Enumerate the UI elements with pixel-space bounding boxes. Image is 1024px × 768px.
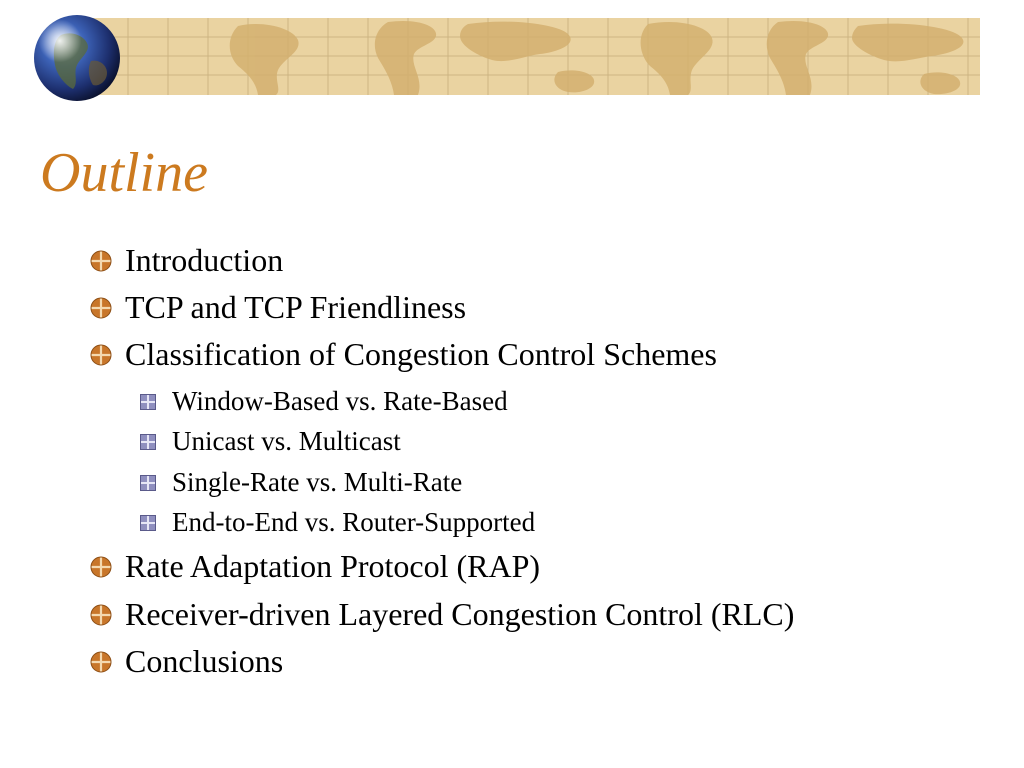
- outline-item-label: Rate Adaptation Protocol (RAP): [125, 548, 541, 584]
- outline-item: [90, 242, 283, 279]
- outline-item: [90, 596, 794, 633]
- outline-item: [90, 336, 717, 373]
- orb-bullet-icon: [90, 297, 112, 319]
- outline-subitem: [140, 467, 462, 498]
- outline-subitem-label: Window-Based vs. Rate-Based: [172, 386, 508, 416]
- outline-item-label: Classification of Congestion Control Schemes: [125, 336, 717, 372]
- outline-item-label: Receiver-driven Layered Congestion Control (RLC): [125, 596, 795, 632]
- square-bullet-icon: [140, 394, 156, 410]
- outline-subitem: [140, 426, 401, 457]
- outline-subitem-label: Single-Rate vs. Multi-Rate: [172, 467, 463, 497]
- outline-item: [90, 289, 466, 326]
- outline-subitem: [140, 386, 508, 417]
- outline-item: [90, 548, 540, 585]
- slide-title: Outline: [40, 142, 208, 204]
- orb-bullet-icon: [90, 250, 112, 272]
- outline-item-label: Conclusions: [125, 643, 284, 679]
- outline-item-label: TCP and TCP Friendliness: [125, 289, 467, 325]
- orb-bullet-icon: [90, 556, 112, 578]
- outline-item: [90, 643, 283, 680]
- square-bullet-icon: [140, 515, 156, 531]
- square-bullet-icon: [140, 475, 156, 491]
- outline-item-label: Introduction: [125, 242, 284, 278]
- orb-bullet-icon: [90, 344, 112, 366]
- outline-subitem-label: End-to-End vs. Router-Supported: [172, 507, 536, 537]
- outline-subitem-label: Unicast vs. Multicast: [172, 426, 401, 456]
- orb-bullet-icon: [90, 651, 112, 673]
- square-bullet-icon: [140, 434, 156, 450]
- orb-bullet-icon: [90, 604, 112, 626]
- outline-subitem: [140, 507, 535, 538]
